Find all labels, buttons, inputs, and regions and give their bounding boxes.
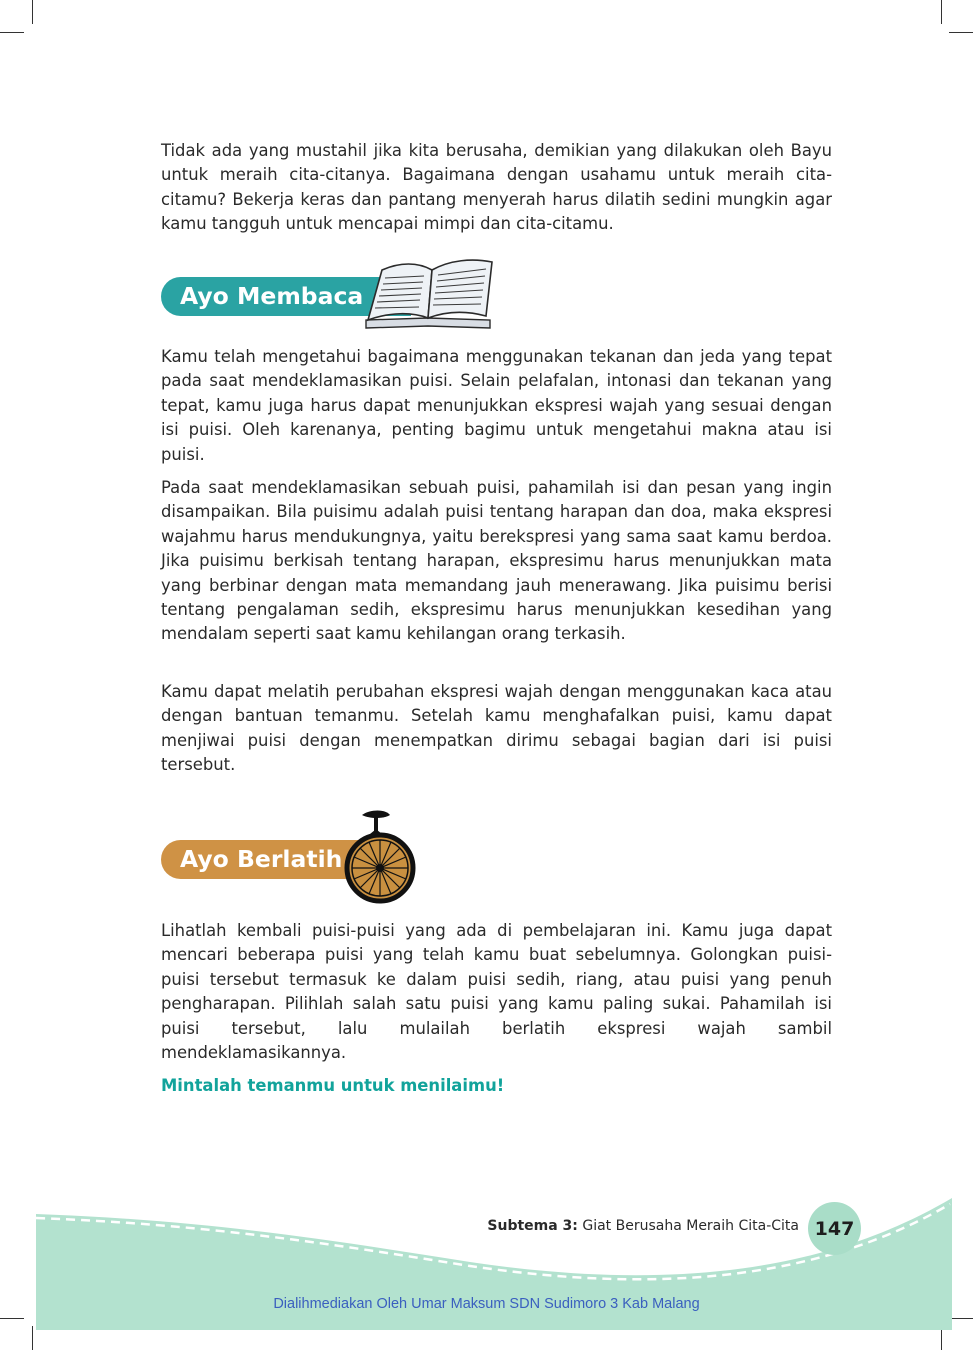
berlatih-paragraph-1: Lihatlah kembali puisi-puisi yang ada di pembelajaran ini. Kamu juga dapat mencari beberapa puisi yang telah kamu buat sebelumnya. Golongkan puisi-puisi tersebut termasuk ke dalam puisi sedih, riang, atau puisi yang penuh pengharapan. Pilihlah salah satu puisi yang kamu paling sukai. Pahamilah isi puisi tersebut, lalu mulailah berlatih ekspresi wajah sambil mendeklamasikannya. — [161, 921, 832, 1063]
call-to-action: Mintalah temanmu untuk menilaimu! — [161, 1076, 505, 1095]
membaca-paragraph-3: Kamu dapat melatih perubahan ekspresi wajah dengan menggunakan kaca atau dengan bantuan temanmu. Setelah kamu menghafalkan puisi, kamu dapat menjiwai puisi dengan menempatkan dirimu sebagai bagian dari isi puisi tersebut. — [161, 682, 832, 775]
footer-subtema — [487, 1218, 799, 1234]
crop-mark — [32, 0, 33, 24]
crop-mark — [0, 32, 24, 33]
membaca-paragraph-2: Pada saat mendeklamasikan sebuah puisi, pahamilah isi dan pesan yang ingin disampaikan. Bila puisimu adalah puisi tentang harapan dan doa, maka ekspresi wajahmu harus mendukungnya, yaitu berekspresi yang sama saat kamu berdoa. Jika puisimu berkisah tentang harapan, ekspresimu harus menunjukkan mata yang berbinar dengan mata memandang jauh menerawang. Jika puisimu berisi tentang pengalaman sedih, ekspresimu harus menunjukkan kesedihan yang mendalam seperti saat kamu kehilangan orang terkasih. — [161, 478, 832, 644]
membaca-paragraph-1: Kamu telah mengetahui bagaimana menggunakan tekanan dan jeda yang tepat pada saat mendeklamasikan puisi. Selain pelafalan, intonasi dan tekanan yang tepat, kamu juga harus dapat menunjukkan ekspresi wajah yang sesuai dengan isi puisi. Oleh karenanya, penting bagimu untuk mengetahui makna atau isi puisi. — [161, 347, 832, 464]
unicycle-icon — [344, 806, 420, 904]
page-number: 147 — [808, 1202, 861, 1255]
digitization-credit: Dialihmediakan Oleh Umar Maksum SDN Sudimoro 3 Kab Malang — [273, 1296, 700, 1312]
subtema-title: Giat Berusaha Meraih Cita-Cita — [582, 1218, 799, 1234]
open-book-icon — [362, 256, 494, 332]
crop-mark — [949, 32, 973, 33]
intro-paragraph: Tidak ada yang mustahil jika kita berusaha, demikian yang dilakukan oleh Bayu untuk meraih cita-citanya. Bagaimana dengan usahamu untuk meraih cita-citamu? Bekerja keras dan pantang menyerah harus dilatih sedini mungkin agar kamu tangguh untuk mencapai mimpi dan cita-citamu. — [161, 141, 832, 234]
subtema-label: Subtema 3: — [487, 1218, 578, 1234]
section-title-berlatih: Ayo Berlatih — [180, 845, 343, 873]
section-title-membaca: Ayo Membaca — [180, 282, 364, 310]
crop-mark — [941, 0, 942, 24]
